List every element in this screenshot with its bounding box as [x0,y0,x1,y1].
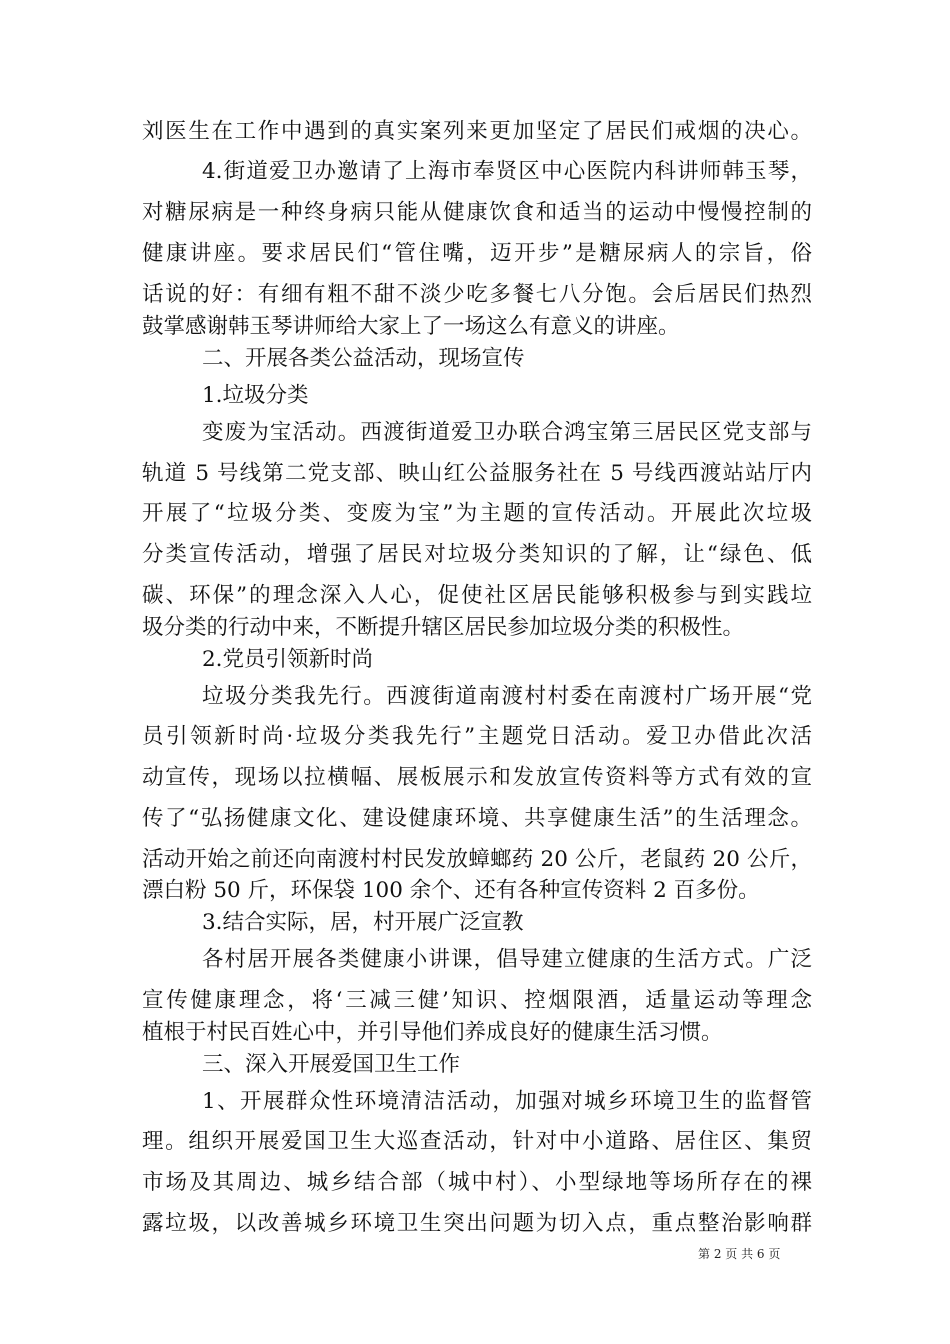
text-line: 垃圾分类我先行。西渡街道南渡村村委在南渡村广场开展“党 [202,684,812,709]
subsection-heading: 3.结合实际，居，村开展广泛宣教 [202,910,524,935]
text-line: 变废为宝活动。西渡街道爱卫办联合鸿宝第三居民区党支部与 [202,420,812,445]
text-line: 活动开始之前还向南渡村村民发放蟑螂药 20 公斤，老鼠药 20 公斤， [142,847,812,872]
text-line: 鼓掌感谢韩玉琴讲师给大家上了一场这么有意义的讲座。 [142,314,680,339]
text-line: 分类宣传活动，增强了居民对垃圾分类知识的了解，让“绿色、低 [142,542,812,567]
text-line: 员引领新时尚·垃圾分类我先行”主题党日活动。爱卫办借此次活 [142,724,812,749]
text-line: 市场及其周边、城乡结合部（城中村）、小型绿地等场所存在的裸 [142,1170,812,1195]
text-line: 圾分类的行动中来，不断提升辖区居民参加垃圾分类的积极性。 [142,615,745,640]
text-line: 理。组织开展爱国卫生大巡查活动，针对中小道路、居住区、集贸 [142,1129,812,1154]
text-line: 动宣传，现场以拉横幅、展板展示和发放宣传资料等方式有效的宣 [142,765,812,790]
text-line: 露垃圾，以改善城乡环境卫生突出问题为切入点，重点整治影响群 [142,1211,812,1236]
text-line: 4.街道爱卫办邀请了上海市奉贤区中心医院内科讲师韩玉琴， [202,159,812,184]
section-heading: 二、开展各类公益活动，现场宣传 [202,346,525,371]
section-heading: 三、深入开展爱国卫生工作 [202,1052,461,1077]
text-line: 话说的好：有细有粗不甜不淡少吃多餐七八分饱。会后居民们热烈 [142,282,812,307]
page-number: 第 2 页 共 6 页 [698,1247,781,1261]
text-line: 漂白粉 50 斤，环保袋 100 余个、还有各种宣传资料 2 百多份。 [142,878,760,903]
text-line: 传了“弘扬健康文化、建设健康环境、共享健康生活”的生活理念。 [142,806,812,831]
text-line: 各村居开展各类健康小讲课，倡导建立健康的生活方式。广泛 [202,947,812,972]
text-line: 刘医生在工作中遇到的真实案列来更加坚定了居民们戒烟的决心。 [142,119,812,144]
text-line: 健康讲座。要求居民们“管住嘴，迈开步”是糖尿病人的宗旨，俗 [142,241,812,266]
text-line: 1、开展群众性环境清洁活动，加强对城乡环境卫生的监督管 [202,1089,812,1114]
subsection-heading: 1.垃圾分类 [202,383,309,408]
text-line: 轨道 5 号线第二党支部、映山红公益服务社在 5 号线西渡站站厅内 [142,461,812,486]
subsection-heading: 2.党员引领新时尚 [202,647,374,672]
text-line: 开展了“垃圾分类、变废为宝”为主题的宣传活动。开展此次垃圾 [142,501,812,526]
text-line: 植根于村民百姓心中，并引导他们养成良好的健康生活习惯。 [142,1020,723,1045]
text-line: 碳、环保”的理念深入人心，促使社区居民能够积极参与到实践垃 [142,583,812,608]
text-line: 宣传健康理念，将‘三减三健’知识、控烟限酒，适量运动等理念 [142,988,812,1013]
text-line: 对糖尿病是一种终身病只能从健康饮食和适当的运动中慢慢控制的 [142,200,812,225]
